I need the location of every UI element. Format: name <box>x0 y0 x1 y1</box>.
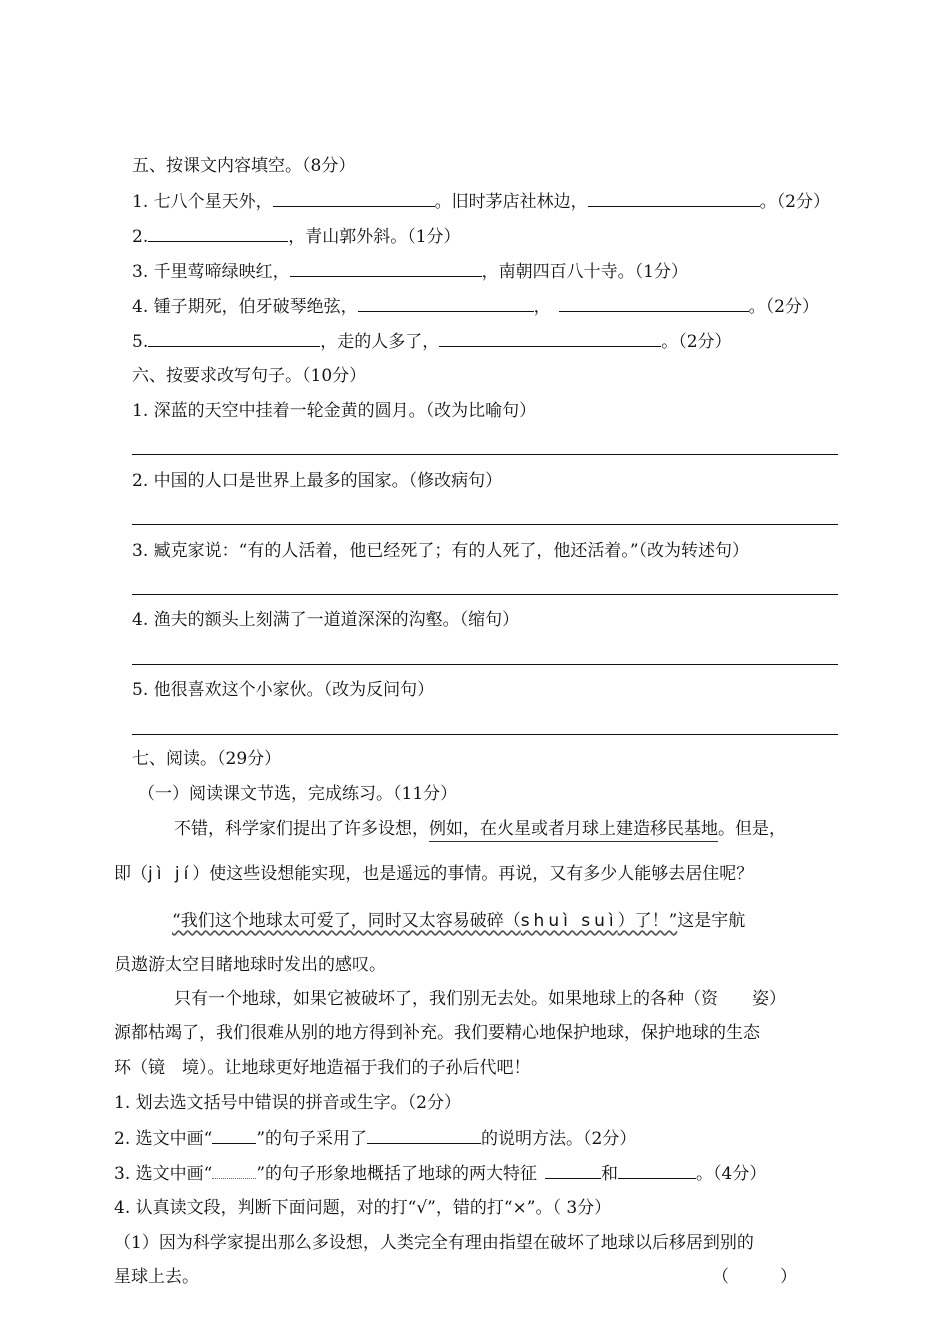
passage-p3-line1: 只有一个地球，如果它被破坏了，我们别无去处。如果地球上的各种（资 姿） <box>174 989 786 1009</box>
exercise-2 <box>114 1127 636 1150</box>
s6-q4-answer-line[interactable] <box>132 664 838 665</box>
s5-q3 <box>132 260 688 283</box>
judgement-1-line2: 星球上去。 <box>114 1267 199 1287</box>
s5-q5-text-c: 。（2分） <box>661 332 732 352</box>
s5-q5-blank-2[interactable] <box>439 330 661 347</box>
e2-text-b: ”的句子采用了 <box>256 1129 368 1149</box>
passage-p3-line3: 环（镜 境）。让地球更好地造福于我们的子孙后代吧！ <box>114 1058 531 1078</box>
s5-q4-blank-1[interactable] <box>358 295 534 312</box>
passage-p2-line2: 员遨游太空目睹地球时发出的感叹。 <box>114 955 386 975</box>
section7-sub1: （一）阅读课文节选，完成练习。（11分） <box>138 784 458 804</box>
s6-q4: 4. 渔夫的额头上刻满了一道道深深的沟壑。（缩句） <box>132 610 520 630</box>
passage-p3-line2: 源都枯竭了，我们很难从别的地方得到补充。我们要精心地保护地球，保护地球的生态 <box>114 1023 760 1043</box>
s5-q3-text-b: ，南朝四百八十寺。（1分） <box>481 262 688 282</box>
judgement-1-line1: （1）因为科学家提出那么多设想，人类完全有理由指望在破坏了地球以后移居到别的 <box>114 1233 754 1253</box>
s6-q5: 5. 他很喜欢这个小家伙。（改为反问句） <box>132 680 435 700</box>
s6-q1-answer-line[interactable] <box>132 454 838 455</box>
s5-q5-text-a: 5. <box>132 332 149 352</box>
s5-q1-text-c: 。（2分） <box>759 192 830 212</box>
e3-text-b: ”的句子形象地概括了地球的两大特征 <box>256 1164 538 1184</box>
s5-q3-blank-1[interactable] <box>290 260 482 277</box>
p1-text-a: 不错，科学家们提出了许多设想， <box>174 819 429 839</box>
s5-q1 <box>132 190 830 213</box>
s5-q5-blank-1[interactable] <box>148 330 320 347</box>
e3-wavy-mark-sample <box>212 1164 256 1179</box>
p1-text-b: 。但是， <box>718 819 786 839</box>
s6-q3: 3. 臧克家说：“有的人活着，他已经死了；有的人死了，他还活着。”（改为转述句） <box>132 541 750 561</box>
s5-q4-text-b: ， <box>533 297 551 317</box>
s5-q5 <box>132 330 732 353</box>
e3-text-d: 。（4分） <box>696 1164 767 1184</box>
e3-text-a: 3. 选文中画“ <box>114 1164 213 1184</box>
passage-p1-line2 <box>114 863 753 885</box>
e3-answer-blank-1[interactable] <box>545 1162 601 1179</box>
s5-q1-blank-2[interactable] <box>588 190 760 207</box>
s5-q4-text-a: 4. 锺子期死，伯牙破琴绝弦， <box>132 297 358 317</box>
s6-q2: 2. 中国的人口是世界上最多的国家。（修改病句） <box>132 471 503 491</box>
p2-wavy-text-b: ）了！” <box>617 911 678 931</box>
s5-q3-text-a: 3. 千里莺啼绿映红， <box>132 262 290 282</box>
s5-q2-text-b: ，青山郭外斜。（1分） <box>288 227 461 247</box>
s6-q2-answer-line[interactable] <box>132 524 838 525</box>
p2-text-b: 这是宇航 <box>677 911 746 931</box>
p1-text-c: ）使这些设想能实现，也是遥远的事情。再说，又有多少人能够去居住呢？ <box>192 864 754 884</box>
p2-pinyin-options: shuì suì <box>520 911 618 931</box>
section7-title: 七、阅读。（29分） <box>132 749 282 769</box>
s5-q2 <box>132 225 461 248</box>
s5-q1-text-b: 。旧时茅店社林边， <box>434 192 588 212</box>
e2-text-c: 的说明方法。（2分） <box>481 1129 637 1149</box>
s5-q5-text-b: ，走的人多了， <box>320 332 440 352</box>
s6-q5-answer-line[interactable] <box>132 734 838 735</box>
judgement-1-answer-paren[interactable]: （ ） <box>712 1267 797 1287</box>
exercise-1: 1. 划去选文括号中错误的拼音或生字。（2分） <box>114 1093 461 1113</box>
s5-q4 <box>132 295 819 318</box>
exercise-3 <box>114 1162 766 1185</box>
p1-paren-open: 即（ <box>114 864 148 884</box>
e3-text-c: 和 <box>601 1164 619 1184</box>
p1-pinyin-options: jì jí <box>148 864 193 884</box>
exercise-4: 4. 认真读文段，判断下面问题，对的打“√”，错的打“×”。（ 3分） <box>114 1198 612 1218</box>
s5-q2-text-a: 2. <box>132 227 149 247</box>
s5-q4-blank-2[interactable] <box>559 295 749 312</box>
e2-answer-blank[interactable] <box>367 1127 481 1144</box>
s5-q1-blank-1[interactable] <box>273 190 435 207</box>
section5-title: 五、按课文内容填空。（8分） <box>132 156 356 176</box>
s5-q4-text-c: 。（2分） <box>748 297 819 317</box>
p2-wavy-sentence <box>172 911 677 931</box>
p1-underlined-sentence: 例如，在火星或者月球上建造移民基地 <box>429 819 718 842</box>
p2-wavy-text-a: “我们这个地球太可爱了，同时又太容易破碎（ <box>172 911 521 931</box>
s5-q2-blank-1[interactable] <box>148 225 288 242</box>
s5-q1-text-a: 1. 七八个星天外， <box>132 192 273 212</box>
section6-title: 六、按要求改写句子。（10分） <box>132 366 367 386</box>
e3-answer-blank-2[interactable] <box>618 1162 696 1179</box>
passage-p2-line1 <box>172 910 745 932</box>
s6-q1: 1. 深蓝的天空中挂着一轮金黄的圆月。（改为比喻句） <box>132 401 537 421</box>
e2-text-a: 2. 选文中画“ <box>114 1129 213 1149</box>
s6-q3-answer-line[interactable] <box>132 594 838 595</box>
passage-p1-line1 <box>174 818 786 840</box>
e2-mark-sample <box>212 1127 256 1144</box>
